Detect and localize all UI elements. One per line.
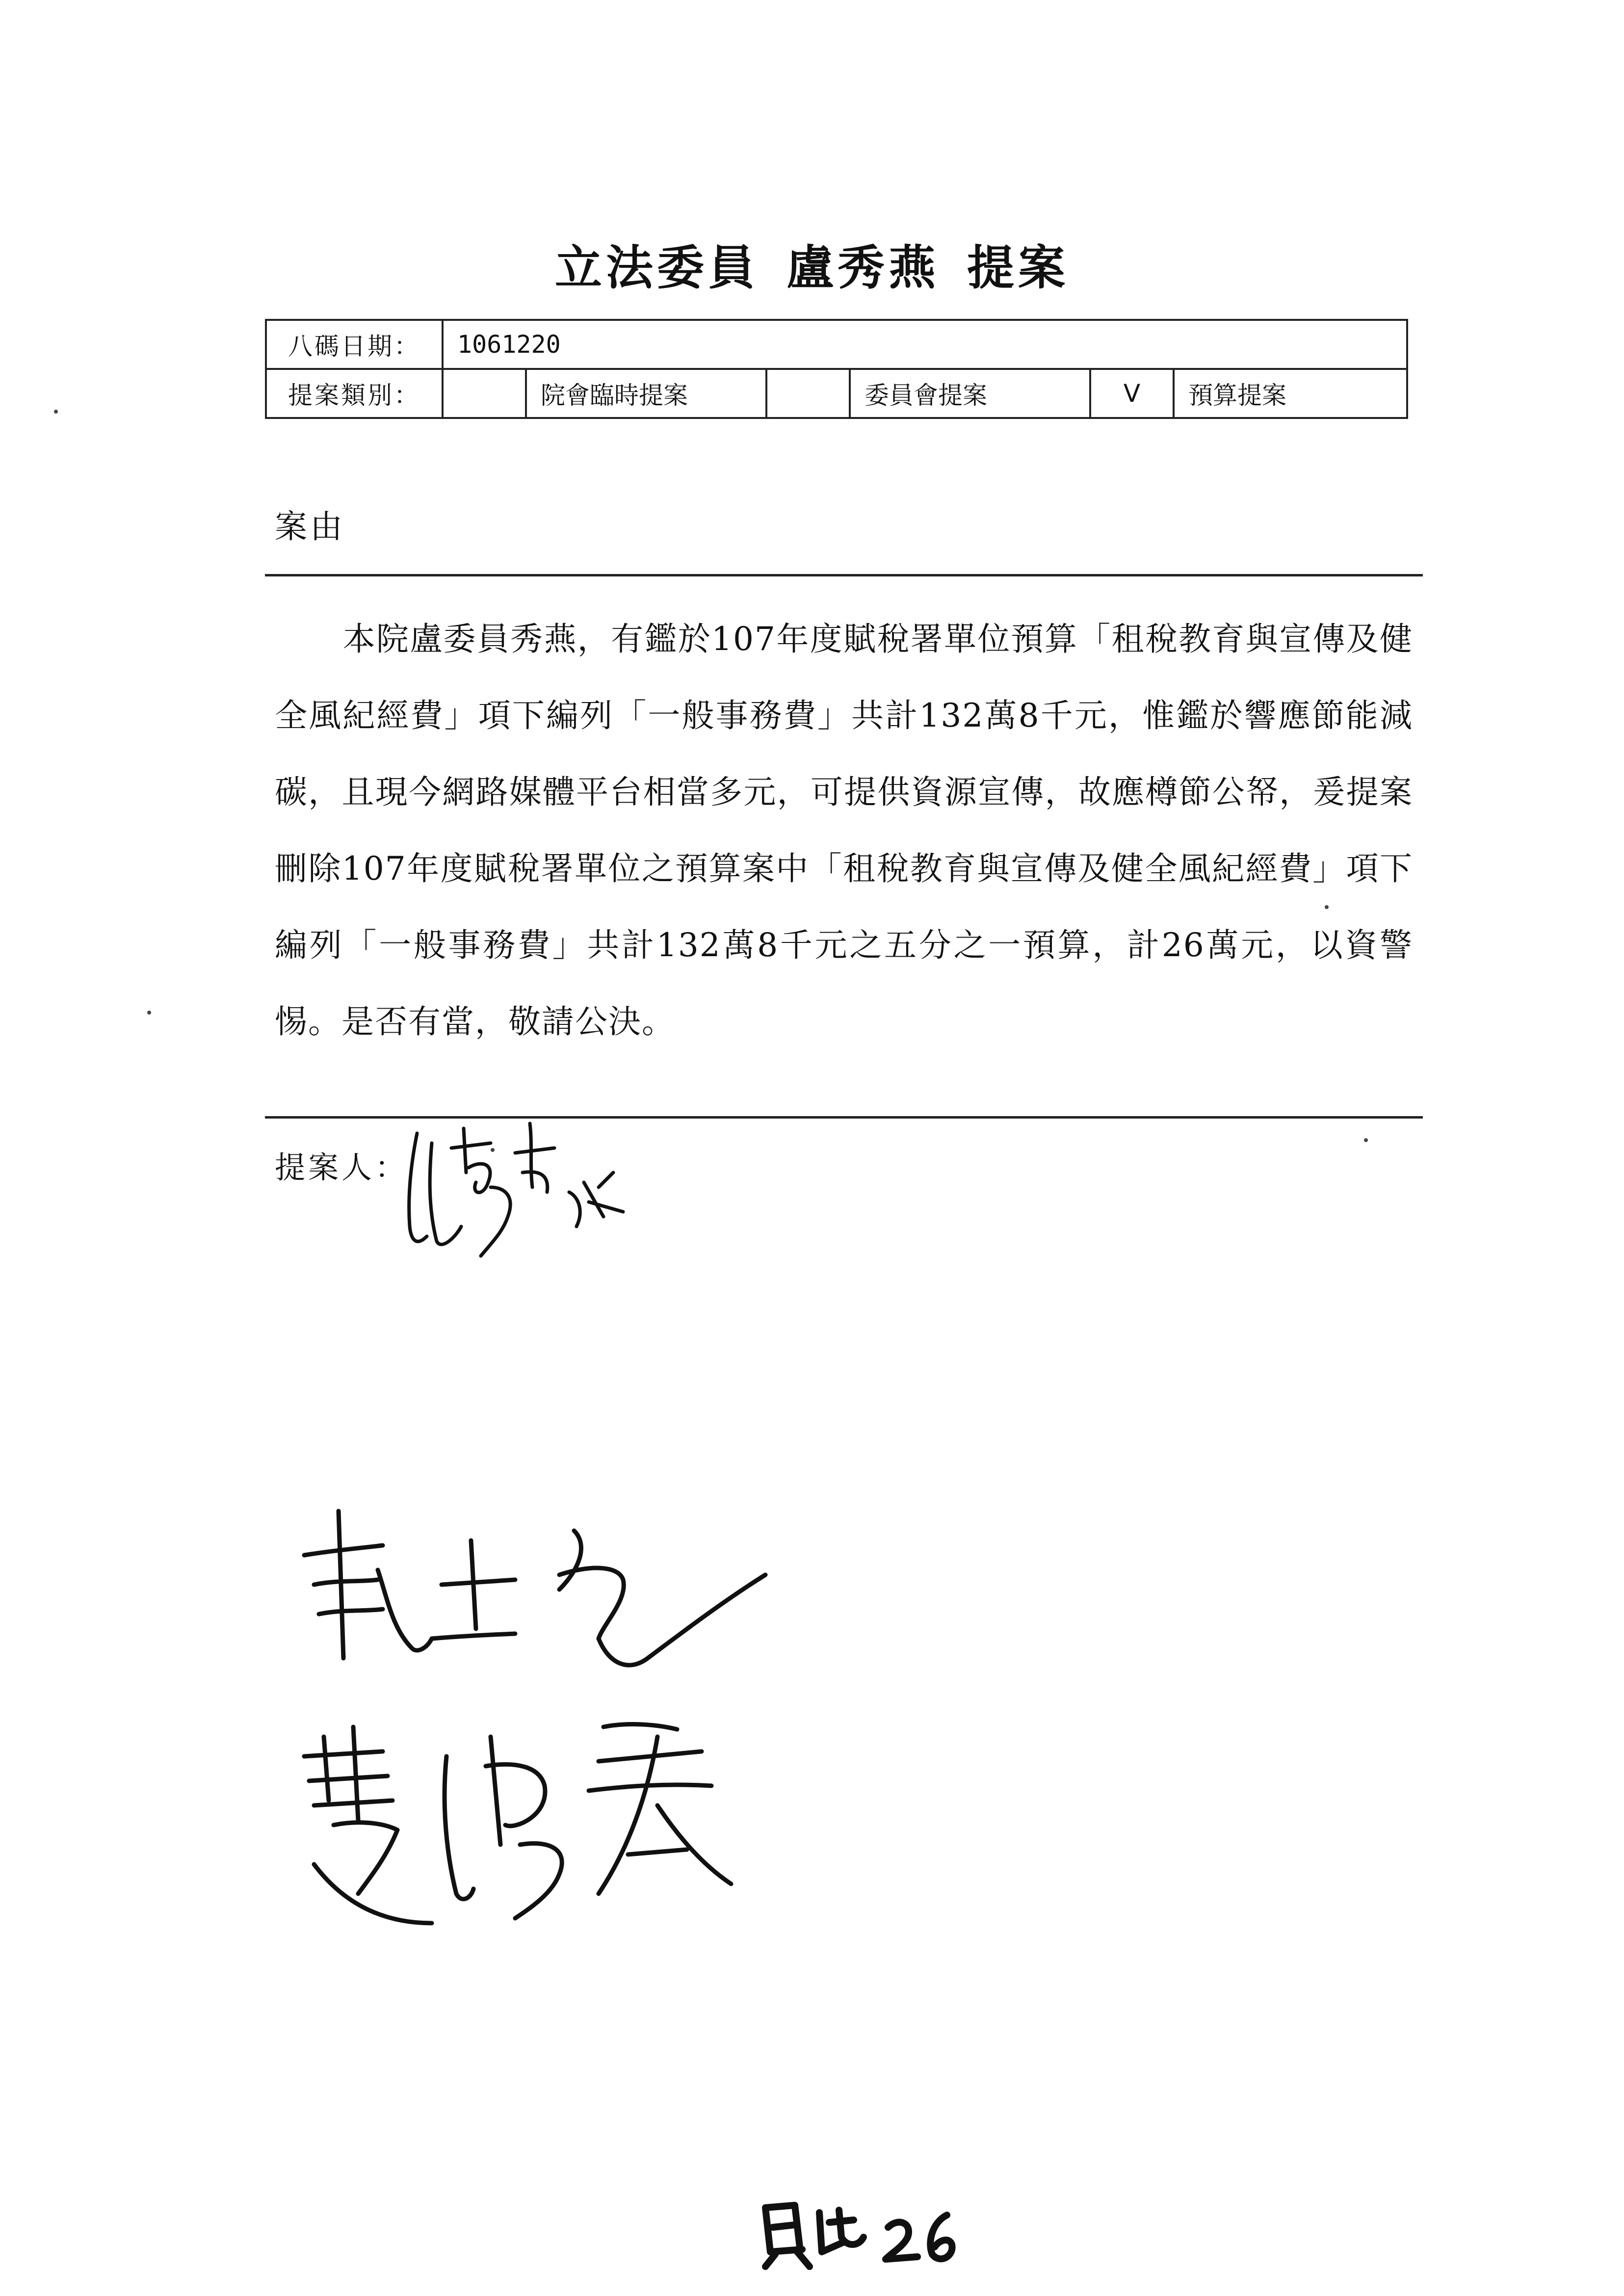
scan-speck (491, 1148, 495, 1152)
option-council-interim: 院會臨時提案 (526, 369, 766, 418)
page-title (0, 231, 1624, 298)
section-label: 案由 (275, 508, 345, 546)
scan-speck (147, 1011, 151, 1015)
proposer-label: 提案人： (275, 1149, 409, 1185)
option-budget: 預算提案 (1174, 369, 1407, 418)
proposal-meta-table (265, 319, 1408, 419)
cosigner-signature-2 (285, 1707, 800, 1943)
divider-top (265, 574, 1423, 576)
page-mark-text: 賦26 (981, 2240, 1013, 2256)
checkbox-council-interim (443, 369, 526, 418)
scan-speck (54, 410, 58, 414)
title-suffix: 提案 (967, 240, 1069, 295)
date-value: 1061220 (443, 320, 1407, 369)
checkbox-budget: V (1090, 369, 1174, 418)
checkbox-committee (766, 369, 850, 418)
scan-speck (1364, 1138, 1368, 1142)
option-committee: 委員會提案 (850, 369, 1090, 418)
proposer-signature (383, 1114, 638, 1276)
title-name: 盧秀燕 (786, 240, 940, 295)
scan-speck (1325, 905, 1329, 909)
proposal-body: 本院盧委員秀燕，有鑑於107年度賦稅署單位預算「租稅教育與宣傳及健全風紀經費」項下編列「一般事務費」共計132萬8千元，惟鑑於響應節能減碳，且現今網路媒體平台相當多元，可提供資源宣傳，故應樽節公帑，爰提案刪除107年度賦稅署單位之預算案中「租稅教育與宣傳及健全風紀經費」項下編列「一般事務費」共計132萬8千元之五分之一預算，計26萬元，以資警惕。是否有當，敬請公決。 (275, 620, 1413, 1041)
cosigner-signature-1 (285, 1501, 775, 1688)
category-label: 提案類別： (266, 369, 443, 418)
date-row (266, 320, 1407, 369)
title-role: 立法委員 (555, 240, 759, 295)
date-label: 八碼日期： (266, 320, 443, 369)
page-mark-handwritten (756, 2193, 962, 2271)
category-row (266, 369, 1407, 418)
